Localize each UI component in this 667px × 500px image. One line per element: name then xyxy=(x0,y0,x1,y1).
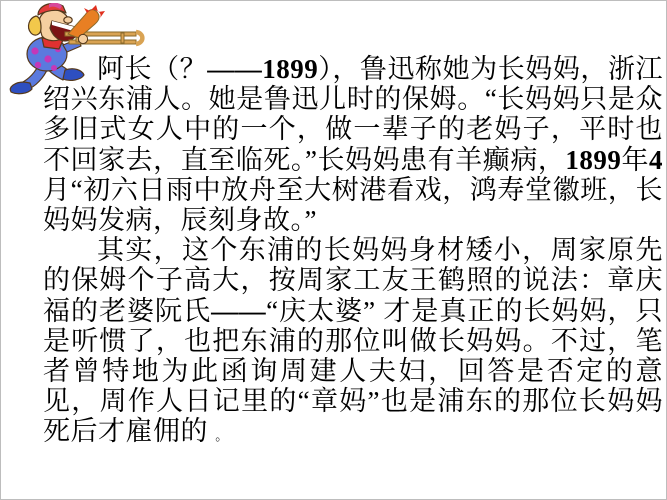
hair-icon xyxy=(29,16,41,35)
body-text xyxy=(43,54,663,452)
text-segment: —— xyxy=(211,295,267,326)
text-segment: 其实，这个东浦的长妈妈身材矮小，周家原先的保姆个子高大，按周家工友王鹤照的说法：章庆福的老婆阮氏 xyxy=(43,235,663,326)
text-segment: 1899 xyxy=(565,144,622,175)
paragraph-biography xyxy=(43,54,663,235)
text-segment: 年 xyxy=(621,144,649,175)
text-segment: 。 xyxy=(215,428,229,444)
text-segment: 4 xyxy=(649,144,663,175)
text-segment: ），鲁迅称她为长妈妈，浙江绍兴东浦人。她是鲁迅儿时的保姆。“长妈妈只是众多旧式女人中的一个，做一辈子的老妈子，平时也不回家去，直至临死。”长妈妈患有羊癫病， xyxy=(43,54,664,175)
text-segment: 月“初六日雨中放舟至大树港看戏，鸿寿堂徽班，长妈妈发病，辰刻身故。” xyxy=(43,174,663,236)
text-segment: “庆太婆” 才是真正的长妈妈，只是听惯了，也把东浦的那位叫做长妈妈。不过，笔者曾特地为此函询周建人夫妇，回答是否定的意见，周作人日记里的“章妈”也是浦东的那位长妈妈死后才雇佣的 xyxy=(43,295,664,447)
paragraph-commentary xyxy=(43,235,663,451)
trombone xyxy=(65,5,142,44)
shoe-icon xyxy=(10,82,32,94)
text-segment: 阿长（？ xyxy=(97,54,208,84)
text-segment: ——1899 xyxy=(207,54,319,84)
hand xyxy=(78,34,87,43)
